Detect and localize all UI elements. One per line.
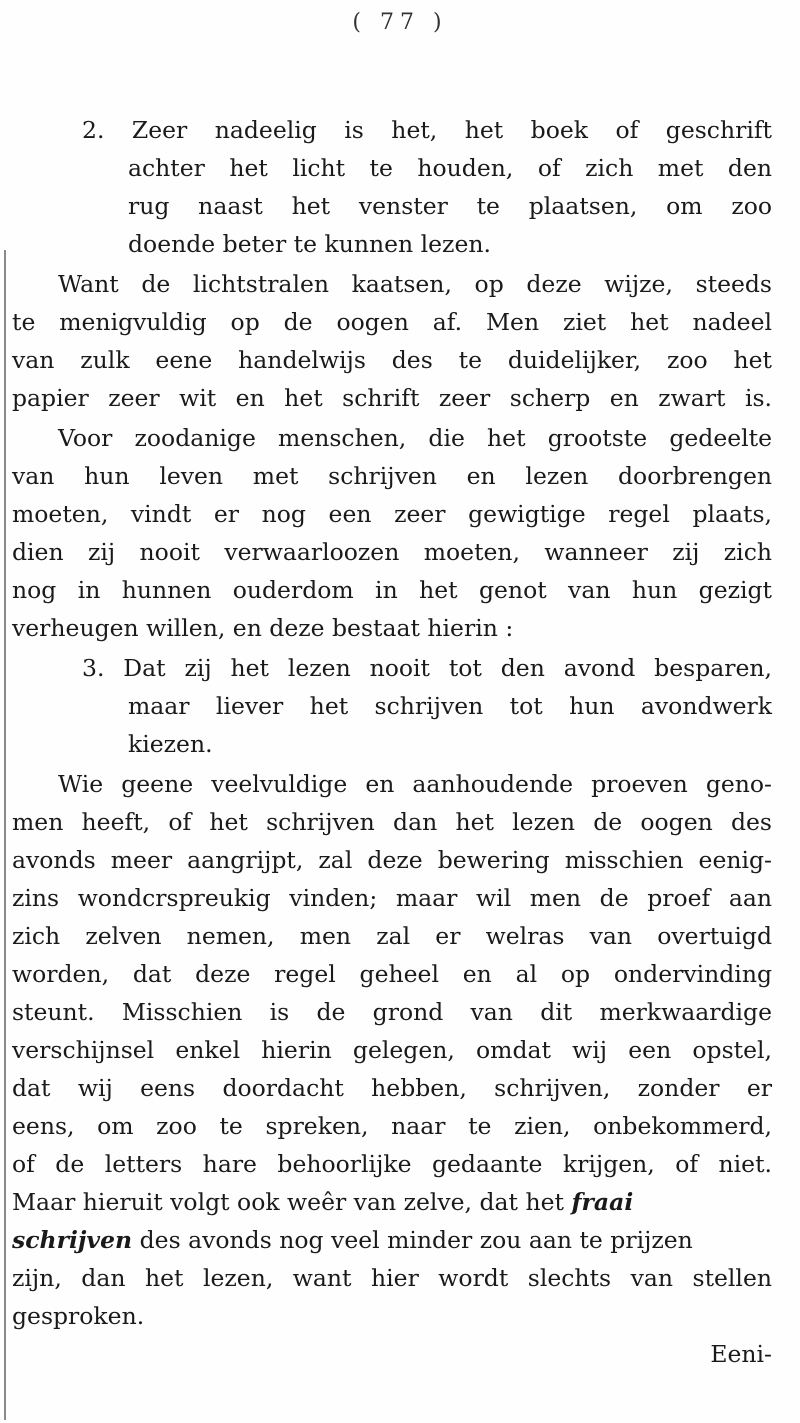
text-line: men heeft, of het schrijven dan het lezen de oogen des	[12, 808, 772, 836]
text-line: maar liever het schrijven tot hun avondwerk	[128, 692, 772, 720]
text-line: dat wij eens doordacht hebben, schrijven, zonder er	[12, 1074, 772, 1102]
text-line: 3. Dat zij het lezen nooit tot den avond besparen,	[82, 654, 772, 682]
text-line: achter het licht te houden, of zich met den	[128, 154, 772, 182]
text-line: papier zeer wit en het schrift zeer scherp en zwart is.	[12, 384, 772, 412]
text-line: doende beter te kunnen lezen.	[128, 230, 491, 258]
text-line: zijn, dan het lezen, want hier wordt slechts van stellen	[12, 1264, 772, 1292]
text-segment: Maar hieruit volgt ook weêr van zelve, dat het	[12, 1188, 564, 1216]
page-number: ( 77 )	[352, 10, 448, 35]
emphasized-word: fraai	[571, 1188, 634, 1216]
text-line: moeten, vindt er nog een zeer gewigtige regel plaats,	[12, 500, 772, 528]
page-gutter-edge	[4, 250, 6, 1420]
catchword: Eeni-	[710, 1340, 772, 1368]
text-line: kiezen.	[128, 730, 213, 758]
text-line: Wie geene veelvuldige en aanhoudende proeven geno-	[58, 770, 772, 798]
text-line: zins wondcrspreukig vinden; maar wil men de proef aan	[12, 884, 772, 912]
text-line: Voor zoodanige menschen, die het grootste gedeelte	[58, 424, 772, 452]
text-line: steunt. Misschien is de grond van dit merkwaardige	[12, 998, 772, 1026]
text-line: van zulk eene handelwijs des te duidelijker, zoo het	[12, 346, 772, 374]
text-line: verschijnsel enkel hierin gelegen, omdat wij een opstel,	[12, 1036, 772, 1064]
text-line: Want de lichtstralen kaatsen, op deze wijze, steeds	[58, 270, 772, 298]
text-line: gesproken.	[12, 1302, 145, 1330]
text-line: of de letters hare behoorlijke gedaante krijgen, of niet.	[12, 1150, 772, 1178]
text-line: van hun leven met schrijven en lezen doorbrengen	[12, 462, 772, 490]
text-line: eens, om zoo te spreken, naar te zien, onbekommerd,	[12, 1112, 772, 1140]
text-line: dien zij nooit verwaarloozen moeten, wanneer zij zich	[12, 538, 772, 566]
emphasized-word: schrijven	[12, 1226, 133, 1254]
text-line: 2. Zeer nadeelig is het, het boek of geschrift	[82, 116, 772, 144]
text-line: te menigvuldig op de oogen af. Men ziet het nadeel	[12, 308, 772, 336]
text-line: nog in hunnen ouderdom in het genot van hun gezigt	[12, 576, 772, 604]
text-line: verheugen willen, en deze bestaat hierin :	[12, 614, 514, 642]
text-line	[12, 1225, 772, 1255]
text-line	[12, 1187, 772, 1217]
text-line: zich zelven nemen, men zal er welras van overtuigd	[12, 922, 772, 950]
text-line: rug naast het venster te plaatsen, om zoo	[128, 192, 772, 220]
text-line: avonds meer aangrijpt, zal deze bewering misschien eenig-	[12, 846, 772, 874]
text-segment: des avonds nog veel minder zou aan te prijzen	[139, 1226, 693, 1254]
text-line: worden, dat deze regel geheel en al op ondervinding	[12, 960, 772, 988]
